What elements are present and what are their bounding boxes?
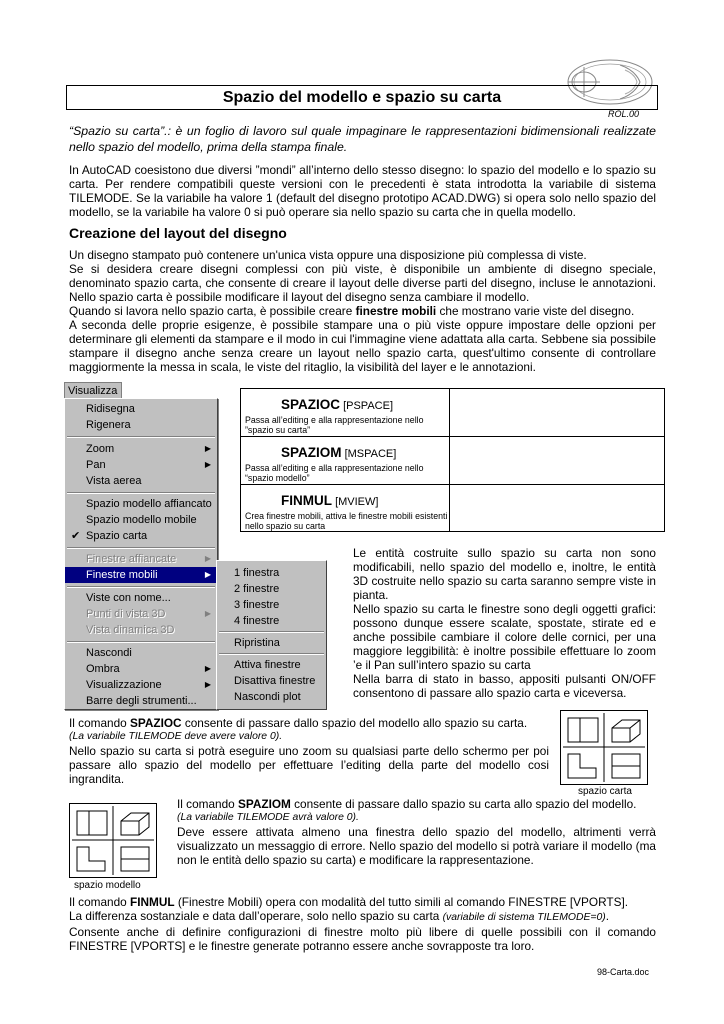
label: Spazio modello affiancato <box>86 498 212 510</box>
label: Punti di vista 3D <box>86 608 166 620</box>
chevron-right-icon: ▶ <box>204 609 211 618</box>
layout-line-3 <box>69 304 656 318</box>
menu-item-spazio-carta[interactable] <box>65 528 217 544</box>
menu-item-ombra[interactable] <box>65 661 217 677</box>
finmul-note: (variabile di sistema TILEMODE=0) <box>442 912 606 923</box>
document-code: ROL.00 <box>608 109 640 119</box>
label: Rigenera <box>86 419 131 431</box>
command-description: Passa all’editing e alla rappresentazione nello “spazio modello” <box>245 463 424 483</box>
chevron-right-icon: ▶ <box>204 444 211 453</box>
spaziom-block <box>177 797 656 867</box>
menu-separator <box>219 631 324 633</box>
command-name: SPAZIOM <box>237 797 291 811</box>
text: La differenza sostanziale e data dall’operare, solo nello spazio su carta <box>69 909 443 923</box>
section-heading: Creazione del layout del disegno <box>69 225 287 241</box>
submenu-finestre-mobili <box>216 560 327 710</box>
submenu-item-nascondi-plot[interactable]: Nascondi plot <box>234 691 301 703</box>
menu-item-finestre-mobili[interactable] <box>65 567 217 583</box>
paragraph-tilemode: In AutoCAD coesistono due diversi ”mondi” all’interno dello stesso disegno: lo spazio del modello e lo spazio su carta. Per rendere compatibili queste versioni con le precedenti è stata introdotta la variabile di sistema TILEMODE. Se la variabile ha valore 1 (default del disegno prototipo ACAD.DWG) si opera solo nello spazio del modello, se la variabile ha valore 0 si può operare sia nello spazio su carta che in quella modello. <box>69 163 656 219</box>
chevron-right-icon: ▶ <box>204 570 211 579</box>
label: Finestre affiancate <box>86 553 177 565</box>
spazio-modello-figure <box>69 803 157 878</box>
command-name: FINMUL <box>129 895 175 909</box>
menu-item-spazio-modello-mobile[interactable] <box>65 512 217 528</box>
menu-item-viste-con-nome[interactable] <box>65 590 217 606</box>
table-row <box>241 485 664 532</box>
chevron-right-icon: ▶ <box>204 554 211 563</box>
menu-separator <box>219 653 324 655</box>
text: . <box>605 909 609 923</box>
spazioc-text: Nello spazio su carta si potrà eseguire uno zoom su qualsiasi parte dello schermo per poi passare allo spazio del modello per effettuare l’editing della parte del modello cosi ingrandita. <box>69 744 549 786</box>
label: Nascondi <box>86 647 132 659</box>
menu-separator <box>67 436 215 438</box>
finmul-line-1 <box>69 895 656 909</box>
command-title <box>281 445 396 460</box>
text: (Finestre Mobili) opera con modalità del tutto simili al comando FINESTRE [VPORTS]. <box>174 895 629 909</box>
paragraph-layout <box>69 248 656 374</box>
command-alias: [PSPACE] <box>343 400 394 412</box>
label: Pan <box>86 459 106 471</box>
chevron-right-icon: ▶ <box>204 680 211 689</box>
command-name: SPAZIOM <box>281 445 342 460</box>
page-title: Spazio del modello e spazio su carta <box>66 85 658 110</box>
command-title <box>281 397 393 412</box>
submenu-item-4-finestre[interactable]: 4 finestre <box>234 615 280 627</box>
table-row <box>241 389 664 437</box>
menu-item-zoom[interactable] <box>65 441 217 457</box>
menu-item-nascondi[interactable] <box>65 645 217 661</box>
command-alias: [MSPACE] <box>344 448 397 460</box>
label: Spazio carta <box>86 530 148 542</box>
label: Barre degli strumenti... <box>86 695 197 707</box>
table-row <box>241 437 664 485</box>
layout-line-2: Se si desidera creare disegni complessi con più viste, è disponibile un ambiente di disegno speciale, denominato spazio carta, che consente di creare il layout delle diverse parti del disegno, incluse le annotazioni. Nello spazio carta è possibile modificare il layout del disegno senza cambiare il modello. <box>69 262 656 304</box>
menu-item-spazio-modello-affiancato[interactable] <box>65 496 217 512</box>
spazioc-line <box>69 716 549 730</box>
menu-visualizza[interactable]: Visualizza <box>64 382 122 400</box>
command-name: SPAZIOC <box>281 397 341 412</box>
menu-item-vista-dinamica-3d <box>65 622 217 638</box>
submenu-item-2-finestre[interactable]: 2 finestre <box>234 583 280 595</box>
command-table <box>240 388 665 532</box>
finmul-block <box>69 895 656 953</box>
command-name: FINMUL <box>281 493 332 508</box>
label: Ridisegna <box>86 403 135 415</box>
text: consente di passare dallo spazio del modello allo spazio su carta. <box>181 716 528 730</box>
label: Vista dinamica 3D <box>86 624 175 636</box>
text: Il comando <box>177 797 238 811</box>
right-paragraph-2: Nello spazio su carta le finestre sono degli oggetti grafici: possono dunque essere scalate, spostate, stirate ed e anche possibile cambiare il colore delle cornici, per una maggiore leggibilità: è inoltre possibile effettuare lo zoom ’e il Pan sull’intero spazio su carta <box>353 602 656 672</box>
text: Il comando <box>69 895 130 909</box>
menu-item-visualizzazione[interactable] <box>65 677 217 693</box>
menu-item-barre-strumenti[interactable] <box>65 693 217 709</box>
layout-line-1: Un disegno stampato può contenere un'unica vista oppure una disposizione più complessa di viste. <box>69 248 587 262</box>
finestre-mobili-bold: finestre mobili <box>355 304 437 318</box>
layout-line-4: A seconda delle proprie esigenze, è possibile stampare una o più viste oppure impostare delle opzioni per determinare gli elementi da stampare e il modo in cui l'immagine viene adattata alla carta. Sebbene sia possibile stampare il disegno anche senza creare un layout nello spazio carta, quest'ultimo consente di controllare maggiormente la messa in scala, le viste del ritaglio, la visibilità del layer e le annotazioni. <box>69 318 656 374</box>
spazio-carta-caption: spazio carta <box>578 786 632 797</box>
menu-item-vista-aerea[interactable] <box>65 473 217 489</box>
command-alias: [MVIEW] <box>335 496 379 508</box>
spaziom-text: Deve essere attivata almeno una finestra dello spazio del modello, altrimenti verrà visualizzato un messaggio di errore. Nello spazio del modello si potrà variare il modello (ma non le entità dello spazio su carta) e modificare la rappresentazione. <box>177 825 656 867</box>
command-description: Passa all’editing e alla rappresentazione nello ”spazio su carta” <box>245 415 424 435</box>
label: Zoom <box>86 443 115 455</box>
menu-item-rigenera[interactable] <box>65 417 217 433</box>
label: Vista aerea <box>86 475 142 487</box>
spazioc-note: (La variabile TILEMODE deve avere valore 0). <box>69 731 283 742</box>
label: Visualizzazione <box>86 679 162 691</box>
right-column-text <box>353 546 656 700</box>
label: Viste con nome... <box>86 592 171 604</box>
command-title <box>281 493 378 508</box>
menu-separator <box>67 547 215 549</box>
layout-line-3a: Quando si lavora nello spazio carta, è possibile creare <box>69 304 356 318</box>
submenu-item-ripristina[interactable]: Ripristina <box>234 637 280 649</box>
menu-item-pan[interactable] <box>65 457 217 473</box>
label: Spazio modello mobile <box>86 514 197 526</box>
label: Ombra <box>86 663 120 675</box>
spazio-carta-figure <box>560 710 648 785</box>
right-paragraph-1: Le entità costruite sullo spazio su carta non sono modificabili, nello spazio del modello e, inoltre, le entità 3D costruite nello spazio su carta saranno sempre viste in pianta. <box>353 546 656 602</box>
submenu-item-attiva-finestre[interactable]: Attiva finestre <box>234 659 301 671</box>
checkmark-icon: ✔ <box>71 530 81 542</box>
spaziom-note: (La variabile TILEMODE avrà valore 0). <box>177 812 359 823</box>
intro-definition: “Spazio su carta”.: è un foglio di lavoro sul quale impaginare le rappresentazioni bidimensionali realizzate nello spazio del modello, prima della stampa finale. <box>69 124 656 154</box>
chevron-right-icon: ▶ <box>204 664 211 673</box>
menu-separator <box>67 586 215 588</box>
spazioc-block <box>69 716 549 786</box>
spazio-modello-caption: spazio modello <box>74 880 141 891</box>
menu-item-finestre-affiancate <box>65 551 217 567</box>
command-name: SPAZIOC <box>129 716 182 730</box>
menu-separator <box>67 492 215 494</box>
text: consente di passare dallo spazio su carta allo spazio del modello. <box>290 797 637 811</box>
submenu-item-3-finestre[interactable]: 3 finestre <box>234 599 280 611</box>
submenu-item-disattiva-finestre[interactable]: Disattiva finestre <box>234 675 316 687</box>
command-description: Crea finestre mobili, attiva le finestre mobili esistenti nello spazio su carta <box>245 511 448 531</box>
spaziom-line <box>177 797 656 811</box>
footer-filename: 98-Carta.doc <box>597 967 650 977</box>
chevron-right-icon: ▶ <box>204 460 211 469</box>
layout-line-3c: che mostrano varie viste del disegno. <box>436 304 635 318</box>
menu-item-punti-di-vista-3d <box>65 606 217 622</box>
finmul-line-2 <box>69 909 656 925</box>
submenu-item-1-finestra[interactable]: 1 finestra <box>234 567 280 579</box>
finmul-line-3: Consente anche di definire configurazioni di finestre molto più libere di quelle possibili con il comando FINESTRE [VPORTS] e le finestre generate potranno essere anche sovrapposte tra loro. <box>69 925 656 953</box>
right-paragraph-3: Nella barra di stato in basso, appositi pulsanti ON/OFF consentono di passare allo spazio carta e viceversa. <box>353 672 656 700</box>
dropdown-menu <box>64 398 218 710</box>
text: Il comando <box>69 716 130 730</box>
menu-separator <box>67 641 215 643</box>
menu-item-ridisegna[interactable] <box>65 401 217 417</box>
label: Finestre mobili <box>86 569 158 581</box>
